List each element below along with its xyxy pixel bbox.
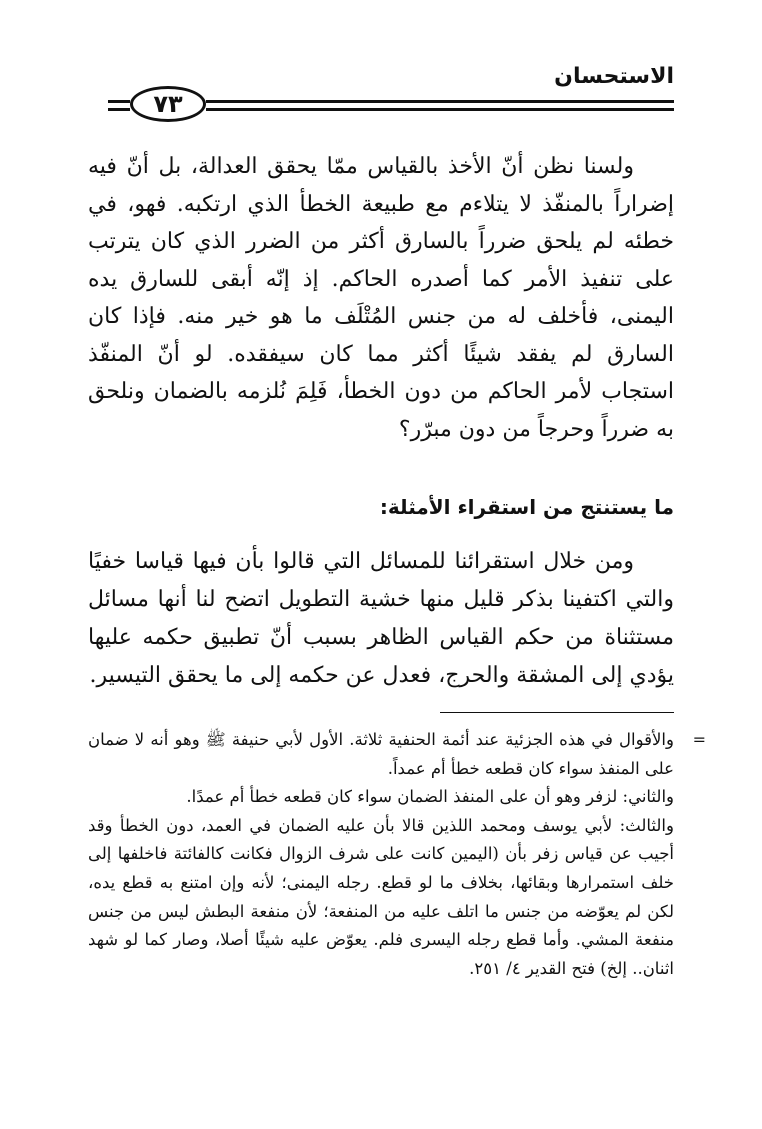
footnote — [88, 726, 706, 983]
body-text — [88, 148, 674, 448]
footnote-continuation-marker: = — [692, 730, 706, 749]
paragraph-2: ومن خلال استقرائنا للمسائل التي قالوا بأن فيها قياسا خفيًا والتي اكتفينا بذكر قليل منها خشية التطويل اتضح لنا أنها مسائل مستثناة من حكم القياس الظاهر بسبب أنّ تطبيق حكمه عليها يؤدي إلى المشقة والحرج، فعدل عن حكمه إلى ما يحقق التيسير. — [88, 549, 674, 688]
header-rule — [206, 100, 674, 111]
section-heading: ما يستنتج من استقراء الأمثلة: — [379, 495, 674, 519]
running-title: الاستحسان — [554, 64, 674, 89]
footnote-line-1: والأقوال في هذه الجزئية عند أئمة الحنفية ثلاثة. الأول لأبي حنيفة ﷺ وهو أنه لا ضمان على المنفذ سواء كان قطعه خطأ أم عمداً. — [88, 730, 674, 778]
footnote-line-2: والثاني: لزفر وهو أن على المنفذ الضمان سواء كان قطعه خطأ أم عمدًا. — [186, 787, 674, 807]
page-number: ٧٣ — [130, 86, 206, 122]
footnote-line-3: والثالث: لأبي يوسف ومحمد اللذين قالا بأن عليه الضمان في العمد، دون الخطأ وقد أجيب عن قياس زفر بأن (اليمين كانت على شرف الزوال فكانت كالفائتة فاخلفها إلى خلف استمرارها وبقائها، بخلاف ما لو قطع. رجله اليمنى؛ لأنه وإن امتنع به قطع يده، لكن لم يعوّضه من جنس ما اتلف عليه من المنفعة؛ لأن منفعة البطش ليس من جنس منفعة المشي. وأما قطع رجله اليسرى فلم. يعوّض عليه شيئًا أصلا، وصار كما لو شهد اثنان.. إلخ) فتح القدير ٤/ ٢٥١. — [88, 815, 674, 978]
body-text-2 — [88, 543, 674, 695]
footnote-separator — [440, 712, 674, 713]
paragraph-1: ولسنا نظن أنّ الأخذ بالقياس ممّا يحقق العدالة، بل أنّ فيه إضراراً بالمنفّذ لا يتلاءم مع طبيعة الخطأ الذي ارتكبه. فهو، في خطئه لم يلحق ضرراً بالسارق أكثر من الضرر الذي كان يترتب على تنفيذ الأمر كما أصدره الحاكم. إذ إنّه أبقى للسارق يده اليمنى، فأخلف له من جنس المُتْلَف ما هو خير منه. فإذا كان السارق لم يفقد شيئًا أكثر مما كان سيفقده. لو أنّ المنفّذ استجاب لأمر الحاكم من دون الخطأ، فَلِمَ نُلزمه بالضمان ونلحق به ضرراً وحرجاً من دون مبرّر؟ — [88, 154, 674, 442]
header-rule-left — [108, 100, 130, 111]
